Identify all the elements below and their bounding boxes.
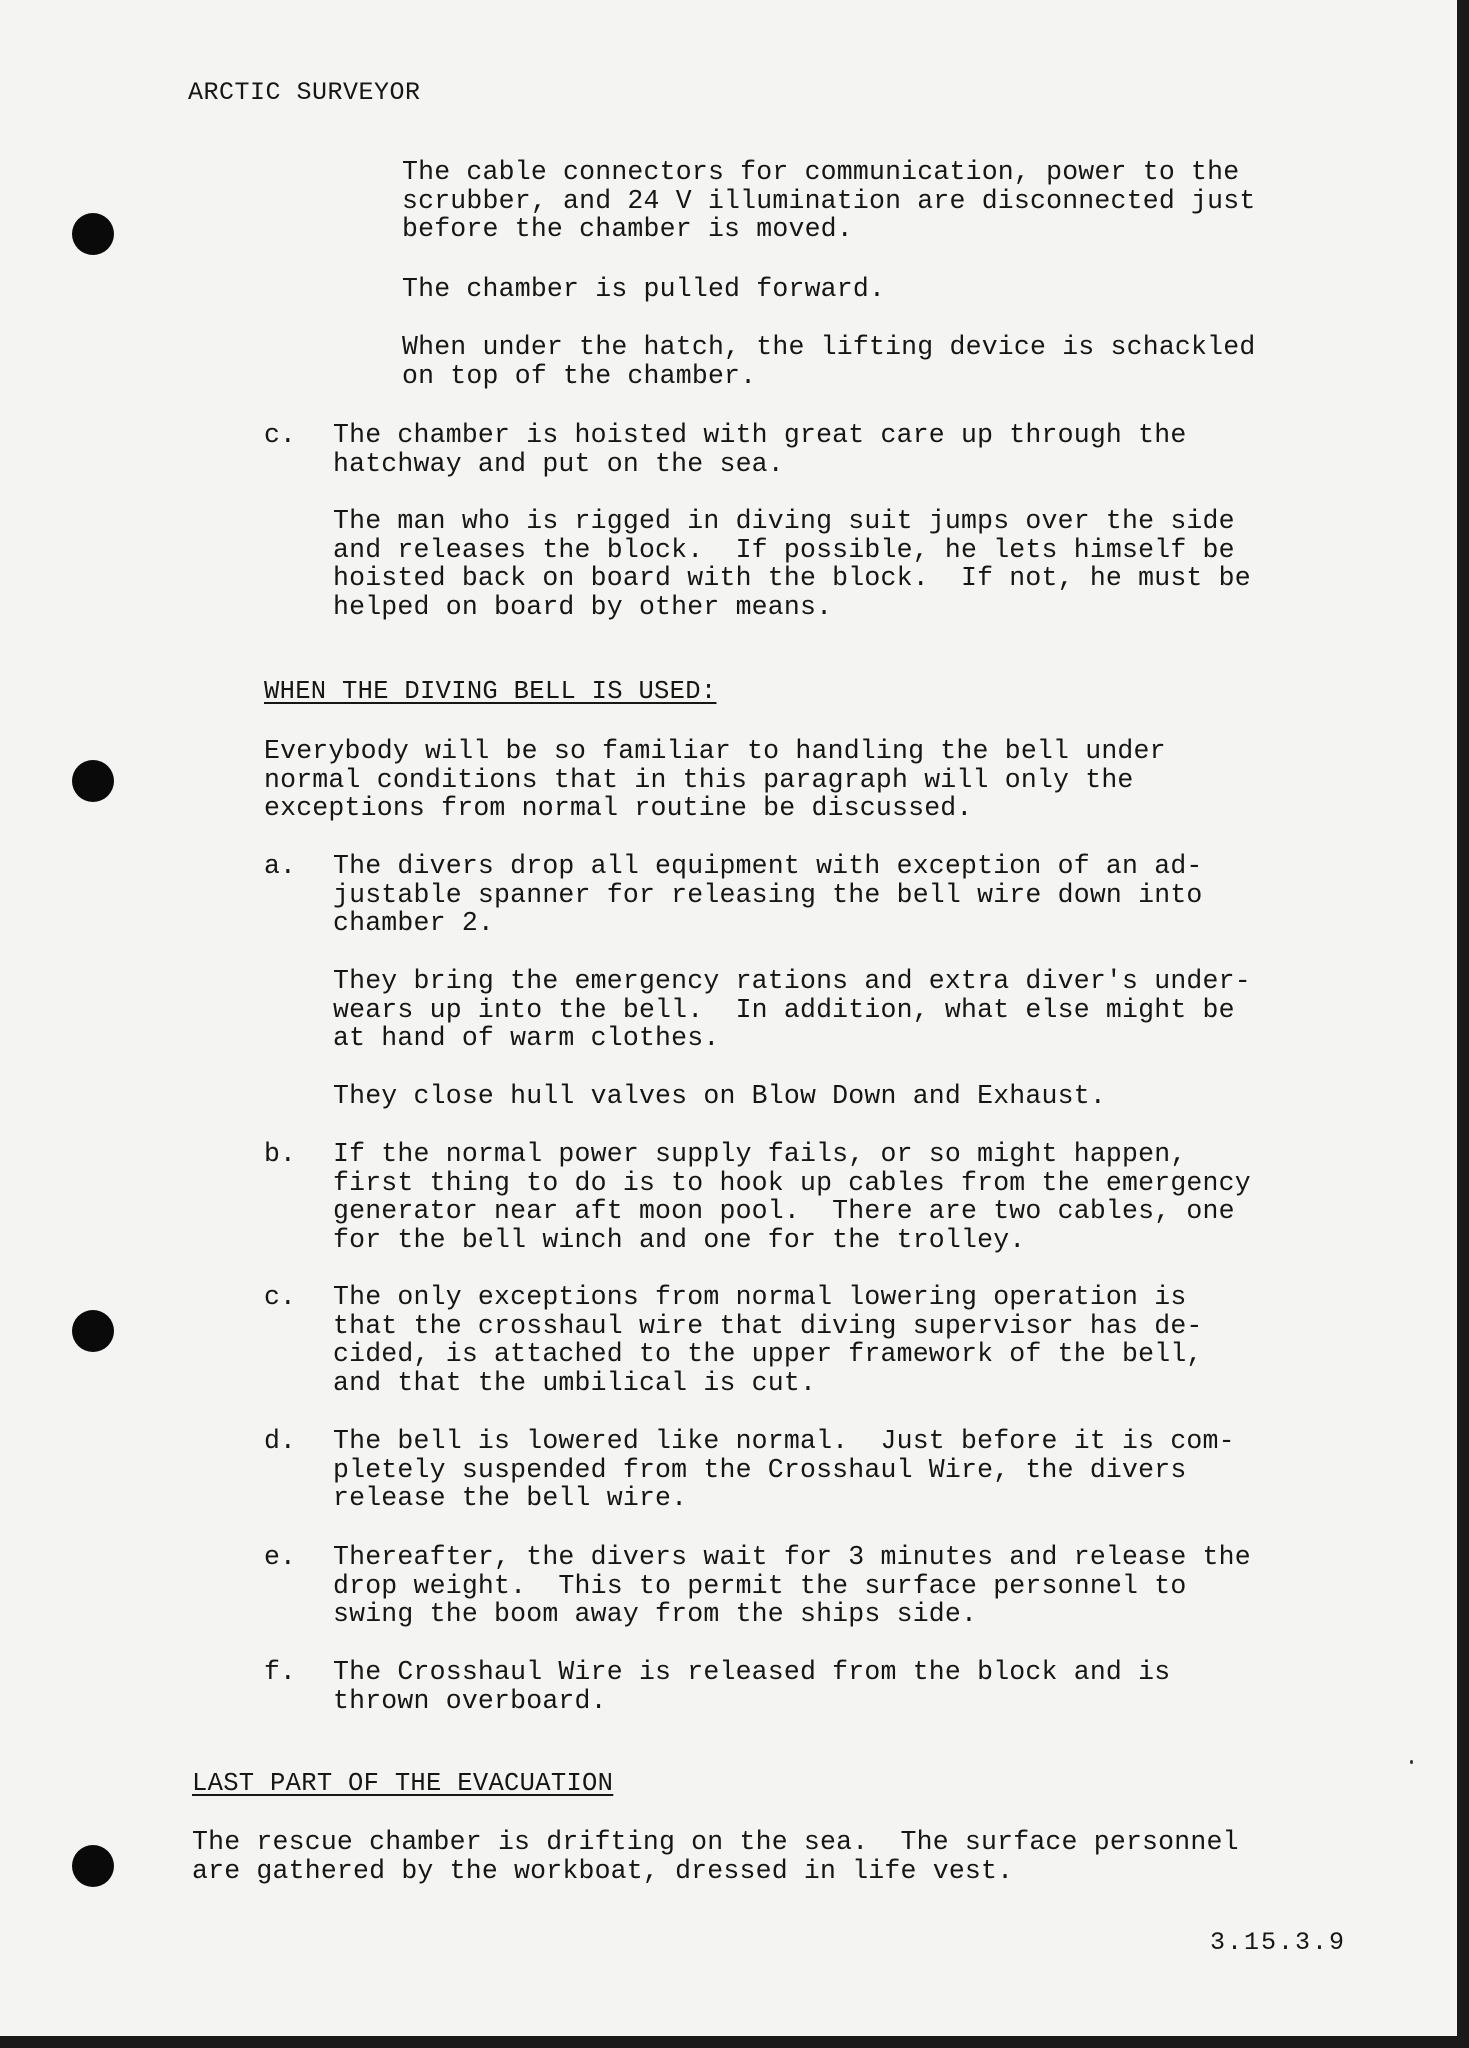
punch-hole — [72, 1310, 114, 1352]
punch-hole — [72, 1845, 114, 1887]
paragraph: Everybody will be so familiar to handling the bell under normal conditions that in this paragraph will only the exceptions from normal routine be discussed. — [264, 736, 1166, 823]
paragraph: They close hull valves on Blow Down and Exhaust. — [333, 1081, 1106, 1111]
paragraph: The chamber is hoisted with great care up through the hatchway and put on the sea. — [333, 420, 1187, 479]
paragraph: The chamber is pulled forward. — [402, 274, 886, 304]
list-marker: d. — [264, 1426, 296, 1456]
punch-hole — [72, 760, 114, 802]
list-marker: c. — [264, 1282, 296, 1312]
paragraph: The Crosshaul Wire is released from the block and is thrown overboard. — [333, 1657, 1171, 1716]
paragraph: The cable connectors for communication, power to the scrubber, and 24 V illumination are disconnected just before the chamber is moved. — [402, 157, 1256, 244]
list-marker: f. — [264, 1657, 296, 1687]
paragraph: The only exceptions from normal lowering operation is that the crosshaul wire that diving supervisor has de- cided, is attached to the upper framework of the bell, and that the umbilical is cut. — [333, 1282, 1203, 1398]
section-heading: LAST PART OF THE EVACUATION — [192, 1769, 614, 1798]
page-number: 3.15.3.9 — [1210, 1928, 1347, 1957]
paragraph: The divers drop all equipment with exception of an ad- justable spanner for releasing the bell wire down into chamber 2. — [333, 851, 1203, 938]
list-marker: e. — [264, 1542, 296, 1572]
list-marker: b. — [264, 1139, 296, 1169]
paragraph: They bring the emergency rations and extra diver's under- wears up into the bell. In addition, what else might be at hand of warm clothes. — [333, 966, 1251, 1053]
list-marker: a. — [264, 851, 296, 881]
section-heading: WHEN THE DIVING BELL IS USED: — [264, 677, 717, 706]
paragraph: If the normal power supply fails, or so might happen, first thing to do is to hook up cables from the emergency generator near aft moon pool. There are two cables, one for the bell winch and one for the trolley. — [333, 1139, 1251, 1255]
paragraph: The rescue chamber is drifting on the sea. The surface personnel are gathered by the workboat, dressed in life vest. — [192, 1827, 1239, 1886]
paragraph: Thereafter, the divers wait for 3 minutes and release the drop weight. This to permit the surface personnel to swing the boom away from the ships side. — [333, 1542, 1251, 1629]
punch-hole — [72, 213, 114, 255]
page-header: ARCTIC SURVEYOR — [188, 78, 421, 107]
paragraph: When under the hatch, the lifting device is schackled on top of the chamber. — [402, 332, 1256, 391]
paragraph: The man who is rigged in diving suit jumps over the side and releases the block. If possible, he lets himself be hoisted back on board with the block. If not, he must be helped on board by other means. — [333, 506, 1251, 622]
list-marker: c. — [264, 420, 296, 450]
paragraph: The bell is lowered like normal. Just before it is com- pletely suspended from the Crosshaul Wire, the divers release the bell wire. — [333, 1426, 1235, 1513]
scan-speck — [1410, 1760, 1413, 1764]
